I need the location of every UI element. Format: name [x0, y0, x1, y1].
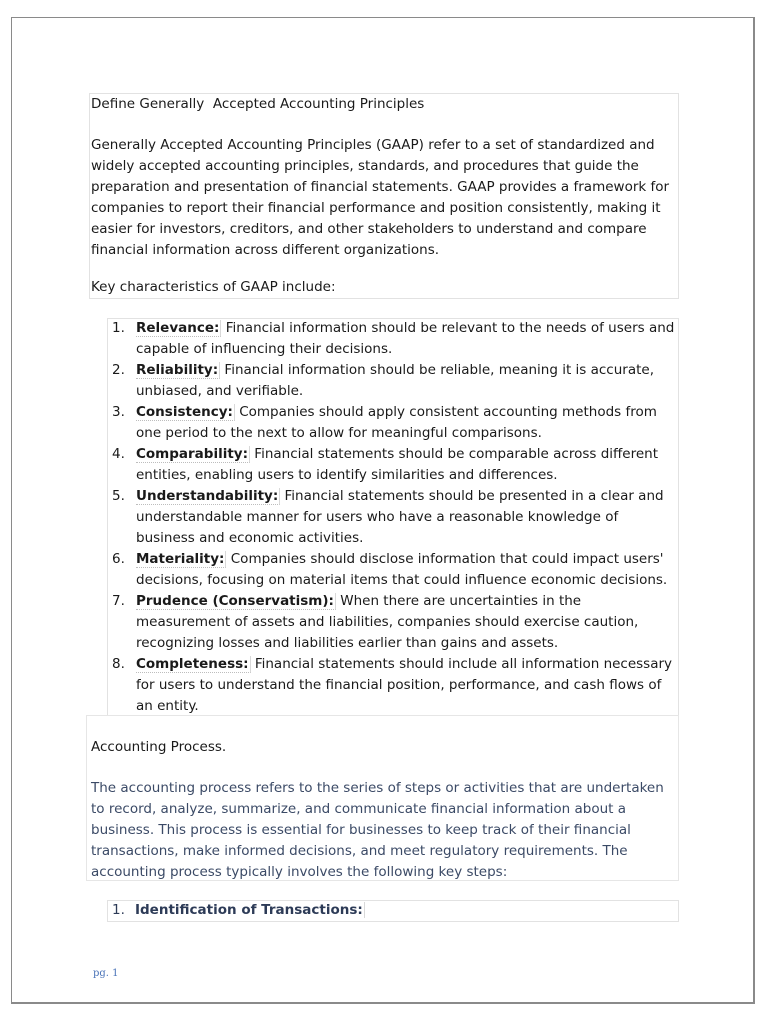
accounting-process-paragraph: The accounting process refers to the series of steps or activities that are undertaken to record, analyze, summarize, and communicate financial information about a business. This process is essential for businesses to keep track of their financial transactions, make informed decisions, and meet regulatory requirements. The accounting process typically involves the following key steps:: [91, 780, 664, 880]
term-label: Prudence (Conservatism):: [136, 593, 334, 609]
list-number: 4.: [112, 446, 125, 462]
term-description: Companies should disclose information that could impact users' decisions, focusing on material items that could influence economic decisions.: [136, 551, 668, 588]
list-item: [110, 591, 676, 654]
list-number: 7.: [112, 593, 125, 609]
page-number: pg. 1: [93, 968, 119, 979]
term-description: Financial statements should be comparable across different entities, enabling users to identify similarities and differences.: [136, 446, 659, 483]
list-number: 1.: [112, 902, 125, 918]
intro-paragraph: Generally Accepted Accounting Principles (GAAP) refer to a set of standardized and widely accepted accounting principles, standards, and procedures that guide the preparation and presentation of financial statements. GAAP provides a framework for companies to report their financial performance and position consistently, making it easier for investors, creditors, and other stakeholders to understand and compare financial information across different organizations.: [91, 137, 670, 258]
term-label: Consistency:: [136, 404, 233, 420]
list-number: 3.: [112, 404, 125, 420]
term-label: Understandability:: [136, 488, 279, 504]
term-label: Materiality:: [136, 551, 225, 567]
list-item: [110, 549, 676, 591]
accounting-process-heading: Accounting Process.: [91, 739, 227, 755]
term-description: When there are uncertainties in the measurement of assets and liabilities, companies should exercise caution, recognizing losses and liabilities earlier than gains and assets.: [136, 593, 639, 651]
document-title: Define Generally Accepted Accounting Principles: [91, 96, 425, 112]
term-description: Financial statements should be presented in a clear and understandable manner for users who have a reasonable knowledge of business and economic activities.: [136, 488, 664, 546]
list-number: 6.: [112, 551, 125, 567]
term-description: Financial information should be relevant to the needs of users and capable of influencing their decisions.: [136, 320, 675, 357]
list-number: 8.: [112, 656, 125, 672]
list-item: [112, 900, 365, 921]
list-item: [110, 402, 676, 444]
term-label: Completeness:: [136, 656, 249, 672]
term-description: Financial information should be reliable, meaning it is accurate, unbiased, and verifiable.: [136, 362, 655, 399]
step-label: Identification of Transactions:: [135, 902, 363, 918]
key-characteristics-heading: Key characteristics of GAAP include:: [91, 279, 336, 295]
term-label: Comparability:: [136, 446, 248, 462]
list-item: [110, 486, 676, 549]
list-item: [110, 654, 676, 717]
list-number: 2.: [112, 362, 125, 378]
list-number: 1.: [112, 320, 125, 336]
term-description: Financial statements should include all information necessary for users to understand the financial position, performance, and cash flows of an entity.: [136, 656, 673, 714]
list-item: [110, 318, 676, 360]
list-number: 5.: [112, 488, 125, 504]
term-label: Relevance:: [136, 320, 220, 336]
characteristics-list: [110, 318, 676, 717]
term-description: Companies should apply consistent accounting methods from one period to the next to allow for meaningful comparisons.: [136, 404, 657, 441]
list-item: [110, 360, 676, 402]
list-item: [110, 444, 676, 486]
term-label: Reliability:: [136, 362, 219, 378]
